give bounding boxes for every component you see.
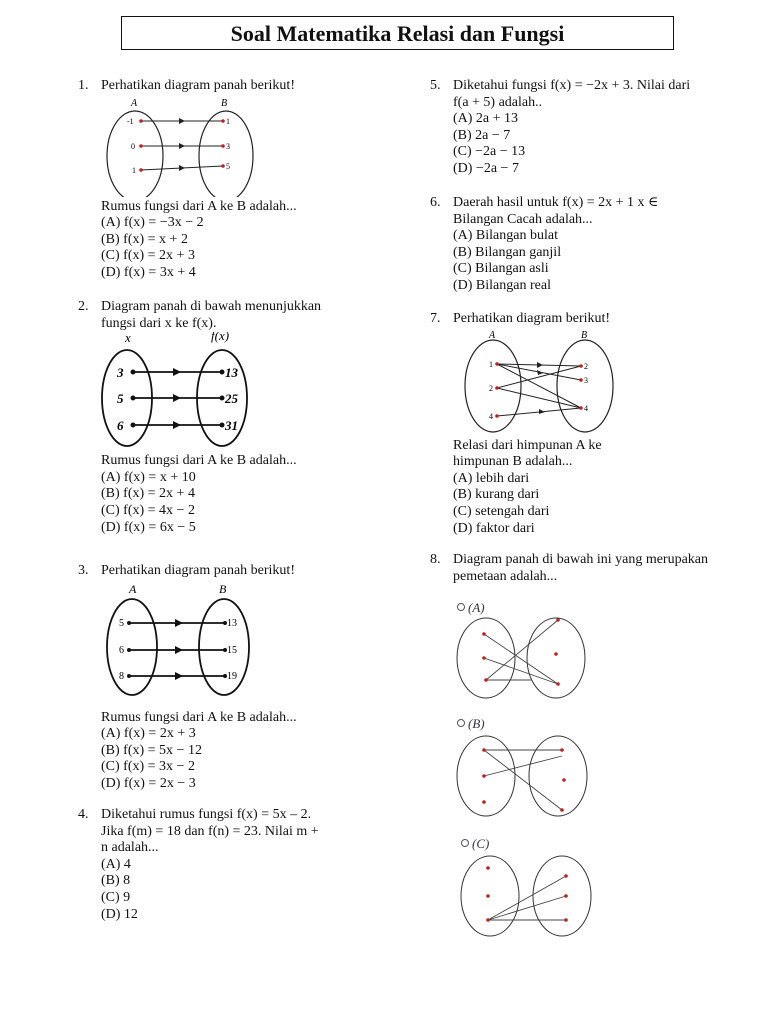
answer-option[interactable]: (D) faktor dari (453, 520, 535, 536)
right-element: 13 (227, 617, 237, 629)
question-text: Perhatikan diagram panah berikut! (101, 563, 295, 578)
choice-label: (C) (472, 836, 490, 851)
question-6 (430, 195, 730, 295)
left-element: 5 (117, 391, 124, 407)
left-element: 1 (489, 359, 493, 369)
question-text: Daerah hasil untuk f(x) = 2x + 1 x ∈ (453, 195, 659, 210)
set-b-oval (557, 340, 613, 432)
answer-option[interactable]: (C) f(x) = 4x − 2 (101, 502, 195, 518)
set-a-oval (465, 340, 521, 432)
question-3 (78, 563, 378, 793)
answer-option[interactable]: (B) 8 (101, 873, 131, 889)
answer-option[interactable]: (B) f(x) = 2x + 4 (101, 486, 195, 502)
question-number: 3. (78, 563, 89, 578)
set-a-oval (107, 599, 157, 695)
page-title: Soal Matematika Relasi dan Fungsi (121, 16, 674, 50)
question-5 (430, 78, 730, 178)
choice-diagram-a[interactable] (452, 598, 592, 702)
arrow-diagram (101, 582, 261, 700)
question-number: 4. (78, 807, 89, 822)
set-a-oval (457, 736, 515, 816)
choice-diagram-b[interactable] (452, 714, 592, 818)
answer-option[interactable]: (A) 2a + 13 (453, 111, 519, 127)
points (486, 866, 568, 922)
question-text: Diketahui rumus fungsi f(x) = 5x – 2. (101, 807, 312, 822)
question-prompt: Rumus fungsi dari A ke B adalah... (101, 709, 297, 725)
question-text: Diagram panah di bawah menunjukkan (101, 299, 322, 314)
answer-option[interactable]: (A) Bilangan bulat (453, 228, 558, 244)
question-text: Perhatikan diagram berikut! (453, 311, 611, 326)
arrow-lines (484, 750, 562, 810)
left-element: 2 (489, 383, 493, 393)
arrow-lines (484, 620, 558, 684)
question-text: Perhatikan diagram panah berikut! (101, 78, 295, 93)
set-b-oval (529, 736, 587, 816)
question-number: 5. (430, 78, 441, 93)
set-label-left: A (489, 329, 496, 341)
set-b-oval (527, 618, 585, 698)
right-element: 3 (584, 375, 588, 385)
answer-option[interactable]: (D) f(x) = 2x − 3 (101, 775, 196, 791)
arrow-lines (488, 876, 566, 920)
arrow-diagram (453, 328, 623, 436)
answer-option[interactable]: (A) lebih dari (453, 470, 530, 486)
choice-label: (A) (468, 600, 485, 615)
question-number: 1. (78, 78, 89, 93)
set-label-right: B (581, 329, 588, 341)
question-number: 7. (430, 311, 441, 326)
set-label-right: B (219, 581, 227, 596)
right-element: 5 (226, 161, 230, 171)
answer-option[interactable]: (D) f(x) = 6x − 5 (101, 519, 196, 535)
choice-label: (B) (468, 716, 485, 731)
question-1 (78, 78, 378, 282)
question-text: Diagram panah di bawah ini yang merupakan (453, 552, 709, 567)
left-element: 4 (489, 411, 493, 421)
radio-icon[interactable] (458, 720, 465, 727)
answer-option[interactable]: (D) −2a − 7 (453, 160, 519, 176)
question-text: pemetaan adalah... (453, 568, 558, 584)
question-8 (430, 552, 730, 585)
left-element: 5 (119, 617, 124, 629)
answer-option[interactable]: (A) f(x) = x + 10 (101, 469, 196, 485)
arrow-heads (173, 368, 181, 429)
right-element: 1 (226, 116, 230, 126)
left-element: 0 (131, 141, 135, 151)
question-text: fungsi dari x ke f(x). (101, 315, 217, 331)
question-text: Diketahui fungsi f(x) = −2x + 3. Nilai dari (453, 78, 691, 93)
question-prompt: himpunan B adalah... (453, 454, 573, 470)
answer-option[interactable]: (C) setengah dari (453, 503, 550, 519)
left-element: -1 (127, 116, 134, 126)
left-element: 6 (117, 418, 124, 434)
answer-option[interactable]: (C) 9 (101, 889, 131, 905)
arrow-heads (179, 118, 185, 171)
radio-icon[interactable] (458, 604, 465, 611)
left-element: 8 (119, 670, 124, 682)
arrow-diagram (101, 332, 261, 448)
question-prompt: Rumus fungsi dari A ke B adalah... (101, 198, 297, 214)
right-element: 4 (584, 403, 588, 413)
answer-option[interactable]: (C) Bilangan asli (453, 261, 549, 277)
set-a-oval (107, 111, 163, 197)
answer-option[interactable]: (A) f(x) = −3x − 2 (101, 215, 204, 231)
answer-option[interactable]: (B) Bilangan ganjil (453, 244, 562, 260)
set-label-left: A (131, 97, 138, 109)
arrow-diagram (103, 95, 263, 197)
answer-option[interactable]: (D) 12 (101, 906, 138, 922)
question-text: Bilangan Cacah adalah... (453, 211, 593, 227)
answer-option[interactable]: (D) f(x) = 3x + 4 (101, 264, 196, 280)
arrow-heads (175, 619, 183, 680)
question-7 (430, 311, 730, 537)
right-element: 15 (227, 644, 237, 656)
question-prompt: Rumus fungsi dari A ke B adalah... (101, 453, 297, 469)
right-element: 3 (226, 141, 230, 151)
question-4 (78, 807, 378, 923)
question-text: n adalah... (101, 840, 159, 856)
set-label-left: x (125, 332, 131, 346)
answer-option[interactable]: (C) −2a − 13 (453, 144, 526, 160)
set-b-oval (199, 599, 249, 695)
right-element: 19 (227, 670, 237, 682)
right-element: 31 (225, 418, 238, 434)
answer-option[interactable]: (D) Bilangan real (453, 277, 551, 293)
set-a-oval (461, 856, 519, 936)
answer-option[interactable]: (B) kurang dari (453, 487, 540, 503)
set-a-oval (457, 618, 515, 698)
set-label-right: f(x) (211, 332, 230, 344)
right-element: 25 (225, 391, 238, 407)
set-label-left: A (129, 581, 137, 596)
answer-option[interactable]: (A) f(x) = 2x + 3 (101, 726, 196, 742)
answer-option[interactable]: (C) f(x) = 3x − 2 (101, 759, 195, 775)
left-element: 6 (119, 644, 124, 656)
question-number: 2. (78, 299, 89, 314)
answer-option[interactable]: (B) f(x) = 5x − 12 (101, 742, 202, 758)
question-number: 6. (430, 195, 441, 210)
left-element: 3 (117, 365, 124, 381)
question-number: 8. (430, 552, 441, 567)
radio-icon[interactable] (462, 840, 469, 847)
right-element: 13 (225, 365, 238, 381)
question-2 (78, 299, 378, 536)
question-text: f(a + 5) adalah.. (453, 94, 543, 110)
answer-option[interactable]: (C) f(x) = 2x + 3 (101, 248, 195, 264)
choice-diagram-c[interactable] (456, 834, 596, 940)
answer-option[interactable]: (A) 4 (101, 856, 131, 872)
set-label-right: B (221, 97, 228, 109)
question-text: Jika f(m) = 18 dan f(n) = 23. Nilai m + (101, 823, 319, 839)
answer-option[interactable]: (B) f(x) = x + 2 (101, 231, 188, 247)
question-prompt: Relasi dari himpunan A ke (453, 437, 602, 453)
right-element: 2 (584, 361, 588, 371)
answer-option[interactable]: (B) 2a − 7 (453, 127, 511, 143)
set-b-oval (533, 856, 591, 936)
left-element: 1 (132, 165, 136, 175)
